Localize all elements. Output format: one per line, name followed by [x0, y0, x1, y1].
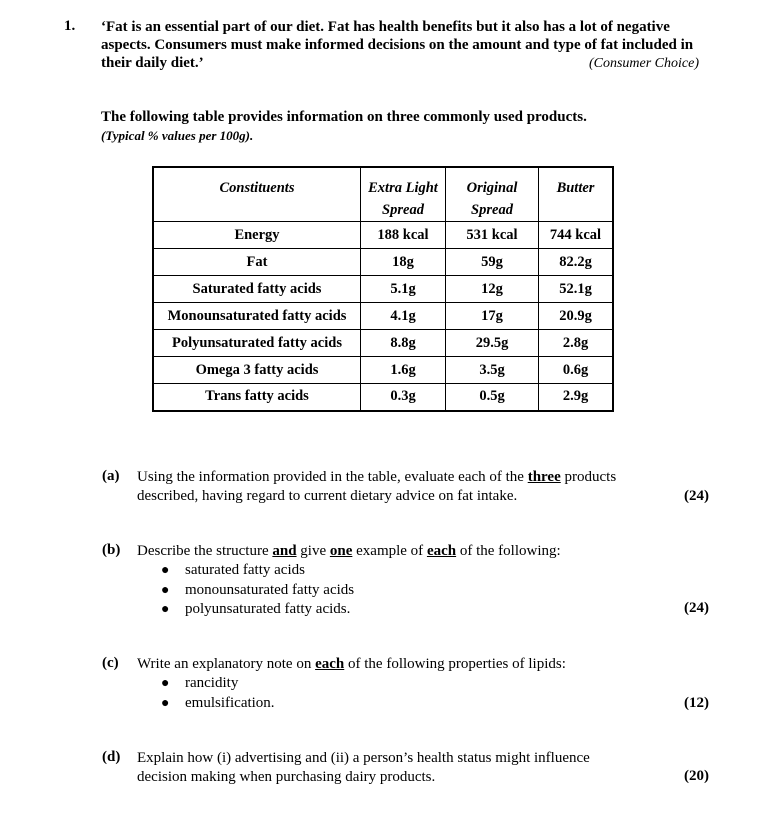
cell-butter: 82.2g: [539, 249, 614, 276]
bullet-text: monounsaturated fatty acids: [185, 581, 355, 598]
part-c-marks: (12): [684, 695, 709, 711]
header-extra-light-line1: Extra Light: [368, 180, 438, 196]
cell-extra-light: 0.3g: [361, 384, 446, 411]
table-row: [153, 357, 613, 384]
row-name: Trans fatty acids: [153, 384, 361, 411]
bullet-text: emulsification.: [185, 694, 275, 711]
row-name: Omega 3 fatty acids: [153, 357, 361, 384]
header-extra-light: [361, 167, 446, 222]
table-row: [153, 303, 613, 330]
list-item: [137, 581, 677, 601]
cell-butter: 744 kcal: [539, 222, 614, 249]
header-original-line2: Spread: [471, 202, 513, 218]
part-a-marks: (24): [684, 488, 709, 504]
question-quote: ‘Fat is an essential part of our diet. Fat has health benefits but it also has a lot of negative aspects. Consumers must make informed decisions on the amount and type of fat included in their daily diet.’: [101, 19, 694, 71]
cell-extra-light: 4.1g: [361, 303, 446, 330]
table-intro: The following table provides information on three commonly used products.: [101, 109, 587, 125]
part-a-text-1: Using the information provided in the table, evaluate each of the: [137, 469, 528, 485]
table-header-row: [153, 167, 613, 222]
table-row: [153, 276, 613, 303]
part-b-text-3: example of: [352, 543, 427, 559]
cell-butter: 52.1g: [539, 276, 614, 303]
constituents-table: [152, 166, 614, 412]
cell-butter: 2.9g: [539, 384, 614, 411]
part-a-emphasis: three: [527, 469, 561, 485]
list-item: [137, 674, 677, 694]
header-butter: Butter: [539, 167, 614, 222]
quote-source: (Consumer Choice): [588, 56, 699, 71]
bullet-icon: ●: [161, 582, 170, 598]
row-name: Polyunsaturated fatty acids: [153, 330, 361, 357]
list-item: [137, 694, 677, 714]
cell-original: 12g: [446, 276, 539, 303]
table-intro-note: (Typical % values per 100g).: [101, 128, 254, 143]
part-c-emphasis: each: [315, 656, 345, 672]
part-b-text: [137, 542, 677, 620]
table-row: [153, 330, 613, 357]
cell-original: 17g: [446, 303, 539, 330]
cell-extra-light: 18g: [361, 249, 446, 276]
cell-butter: 0.6g: [539, 357, 614, 384]
part-b-instruction: [137, 542, 677, 561]
table-row: [153, 249, 613, 276]
row-name: Energy: [153, 222, 361, 249]
cell-extra-light: 1.6g: [361, 357, 446, 384]
row-name: Fat: [153, 249, 361, 276]
part-d-marks: (20): [684, 768, 709, 784]
cell-extra-light: 5.1g: [361, 276, 446, 303]
header-constituents: Constituents: [153, 167, 361, 222]
table-row: [153, 222, 613, 249]
question-number: 1.: [64, 18, 76, 34]
part-b-text-1: Describe the structure: [137, 543, 273, 559]
bullet-text: saturated fatty acids: [185, 562, 305, 578]
cell-extra-light: 188 kcal: [361, 222, 446, 249]
part-b-label: (b): [102, 542, 121, 558]
bullet-icon: ●: [161, 695, 170, 711]
cell-original: 29.5g: [446, 330, 539, 357]
bullet-icon: ●: [161, 563, 170, 578]
part-b-marks: (24): [684, 600, 709, 616]
part-b-emphasis-2: one: [329, 543, 353, 559]
cell-original: 0.5g: [446, 384, 539, 411]
bullet-icon: ●: [161, 676, 170, 691]
table-row: [153, 384, 613, 411]
part-b-emphasis-3: each: [426, 543, 457, 559]
bullet-icon: ●: [161, 602, 170, 617]
bullet-text: polyunsaturated fatty acids.: [185, 601, 351, 617]
cell-extra-light: 8.8g: [361, 330, 446, 357]
header-original: [446, 167, 539, 222]
cell-butter: 20.9g: [539, 303, 614, 330]
cell-original: 59g: [446, 249, 539, 276]
header-original-line1: Original: [466, 180, 518, 196]
list-item: [137, 561, 677, 581]
bullet-text: rancidity: [185, 675, 239, 691]
part-a-label: (a): [102, 468, 120, 484]
cell-original: 3.5g: [446, 357, 539, 384]
part-c-label: (c): [102, 655, 119, 671]
list-item: [137, 600, 677, 620]
part-a-text: [137, 468, 677, 506]
row-name: Monounsaturated fatty acids: [153, 303, 361, 330]
row-name: Saturated fatty acids: [153, 276, 361, 303]
part-c-text-1: Write an explanatory note on: [137, 656, 316, 672]
part-d-label: (d): [102, 749, 121, 765]
part-c-instruction: [137, 655, 677, 674]
part-b-text-4: of the following:: [456, 543, 561, 559]
header-extra-light-line2: Spread: [382, 202, 424, 218]
cell-original: 531 kcal: [446, 222, 539, 249]
part-c-text-2: of the following properties of lipids:: [344, 656, 566, 672]
part-c-bullets: [137, 674, 677, 713]
part-b-bullets: [137, 561, 677, 620]
part-a-text-2: products described, having regard to current dietary advice on fat intake.: [137, 469, 617, 504]
part-c-text: [137, 655, 677, 713]
part-b-emphasis-1: and: [272, 543, 297, 559]
part-d-text: Explain how (i) advertising and (ii) a person’s health status might influence decision making when purchasing dairy products.: [137, 750, 590, 785]
part-b-text-2: give: [296, 543, 330, 559]
cell-butter: 2.8g: [539, 330, 614, 357]
